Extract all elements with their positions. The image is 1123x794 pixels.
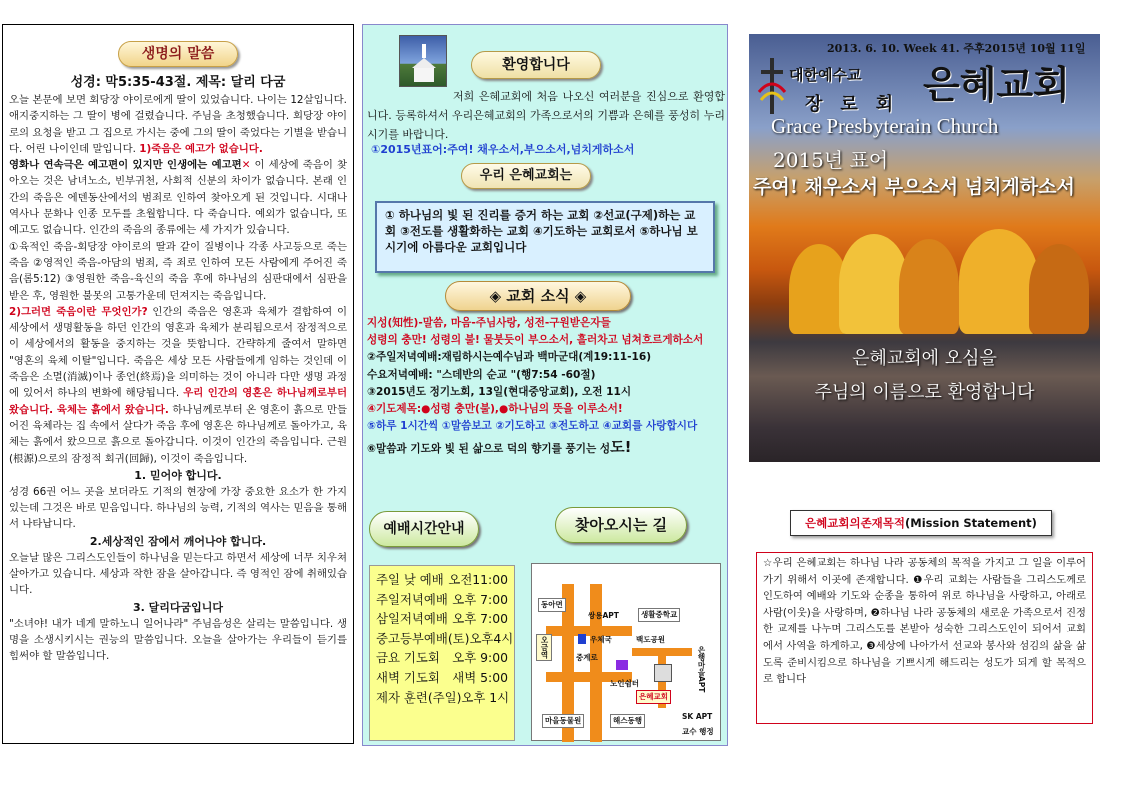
news-item: ⑥말씀과 기도와 빛 된 삶으로 덕의 향기를 풍기는 성도!	[367, 438, 632, 457]
news-item: ③2015년도 정기노회, 13일(현대중앙교회), 오전 11시	[367, 385, 632, 398]
map-marker	[616, 660, 628, 670]
map-label: SK APT	[682, 712, 713, 721]
sermon-sub1-heading: 1. 믿어야 합니다.	[134, 468, 222, 482]
sermon-body	[9, 92, 347, 665]
news-item: 지성(知性)-말씀, 마음-주님사랑, 성전-구원받은자들	[367, 317, 611, 329]
worship-schedule	[369, 565, 515, 741]
our-church-title: 우리 은혜교회는	[461, 163, 591, 189]
bulletin-date: 2013. 6. 10. Week 41. 주후2015년 10월 11일	[827, 42, 1086, 55]
map-label: 백도공원	[636, 635, 665, 644]
mission-statement: ☆우리 은혜교회는 하나님 나라 공동체의 목적을 가지고 그 일을 이루어가기 위해서 이곳에 존재합니다. ❶우리 교회는 사람들을 그리스도께로 인도하여 예배와 기도와 순종을 통하여 위로 하나님을 사랑하고, 아래로 사람(이웃)을 사랑하며, ❷하나님 나라 공동체의 새로운 가족으로서 진정한 교제를 나누며 그리스도를 본받아 성숙한 그리스도인이 되어서 교회에서 사역을 하게하고, ❸세상에 나아가서 선교와 봉사와 섬김의 삶을 삶도록 준비시킴으로 하나님을 기쁘시게 해드리는 성도가 되게 할 목적으로 합니다	[756, 552, 1093, 724]
cover-motto: 주여! 채우소서 부으소서 넘치게하소서	[753, 176, 1075, 198]
sermon-point2-tail: 하나님께로부터 온 영혼이 흙으로 만들어진 육체라는 집 속에서 살다가 죽음 후에 영혼은 하나님께로 돌아가고, 육체는 흙에서 왔으므로 흙으로 돌아갑니다. 이것이 인간의 죽음입니다. 근원(根源)으로의 잠정적 회귀(回歸), 이것이 죽음입니다.	[9, 403, 347, 465]
schedule-row: 주일 낮 예배 오전11:00	[376, 572, 508, 587]
news-list	[367, 315, 725, 459]
welcome-text-lead: 저희 은혜교회에	[453, 90, 532, 103]
church-name: 은혜교회	[923, 62, 1070, 107]
sermon-sub3-heading: 3. 달리다굼입니다	[132, 600, 224, 614]
sermon-column	[2, 24, 354, 744]
cover-year-motto-label: 2015년 표어	[773, 148, 889, 172]
sermon-point1-bold: 영화나 연속극은 예고편이 있지만 인생에는 예고편	[9, 159, 242, 172]
news-item: ⑤하루 1시간씩 ①말씀보고 ②기도하고 ③전도하고 ④교회를 사랑합시다	[367, 420, 698, 433]
church-map-icon	[654, 664, 672, 682]
map-label: 마을동물원	[542, 714, 584, 728]
map-marker	[578, 634, 586, 644]
map-label: 은혜교회	[636, 690, 671, 704]
sermon-intro: 오늘 본문에 보면 회당장 야이로에게 딸이 있었습니다. 나이는 12살입니다. 애지중지하는 그 딸이 병에 걸렸습니다. 주님을 초청했습니다. 회당장 야이로의 요청을 받고 그 집으로 가시는 중에 그의 딸이 죽었다는 기별을 받습니다. 어린 나이인데 말입니다.	[9, 94, 347, 155]
x-mark-icon: ✕	[241, 159, 251, 172]
map-label: 중계로	[576, 653, 598, 662]
map-label: 오금역	[536, 634, 552, 661]
map-label: 우체국	[590, 635, 612, 644]
directions-title: 찾아오시는 길	[555, 507, 687, 543]
map-label: 교수 행정	[682, 727, 714, 736]
sermon-sub3-text: "소녀야! 내가 네게 말하노니 일어나라" 주님음성은 살리는 말씀입니다. 생명을 소생시키시는 권능의 말씀입니다. 오늘을 살아가는 우리들이 듣기를 힘써야 할 말씀입니다.	[9, 617, 347, 663]
news-item: 성령의 충만! 성령의 불! 물붓듯이 부으소서, 흘러차고 넘쳐흐르게하소서	[367, 334, 704, 347]
map-label: 해스동행	[610, 714, 645, 728]
sermon-title: 생명의 말씀	[118, 41, 238, 67]
denomination-line1: 대한예수교	[789, 66, 862, 84]
map-label: 쌍용APT	[588, 611, 619, 620]
cover-image	[749, 34, 1100, 462]
schedule-row: 삼일저녁예배 오후 7:00	[376, 611, 508, 627]
schedule-row: 새벽 기도회 새벽 5:00	[376, 669, 508, 685]
denomination-line2: 장로회	[805, 94, 912, 115]
news-item: ④기도제목:●성령 충만(불),●하나님의 뜻을 이루소서!	[367, 403, 623, 416]
news-item: ②주일저녁예배:재림하시는예수님과 백마군대(계19:11-16)	[367, 351, 652, 364]
schedule-row: 제자 훈련(주일)오후 1시	[376, 689, 510, 705]
sermon-sub1-text: 성경 66권 어느 곳을 보더라도 기적의 현장에 가장 중요한 요소가 한 가지 있는데 그것은 바로 믿음입니다. 하나님의 능력, 기적의 역사는 믿음을 통해서 나타납니다.	[9, 485, 347, 531]
welcome-title: 환영합니다	[471, 51, 601, 79]
map-label: 생활중학교	[638, 608, 680, 622]
sermon-sub2-text: 오늘날 많은 그리스도인들이 하나님을 믿는다고 하면서 세상에 너무 치우쳐 살아가고 있습니다. 세상과 작한 잠을 살아갑니다. 즉 영적인 잠에 취해있습니다.	[9, 551, 347, 597]
vision-box: ① 하나님의 빛 된 진리를 증거 하는 교회 ②선교(구제)하는 교회 ③전도를 생활화하는 교회 ④기도하는 교회로서 ⑤하나님 보시기에 아름다운 교회입니다	[375, 201, 715, 273]
map-label: 은행마을APT	[697, 646, 706, 693]
schedule-row: 금요 기도회 오후 9:00	[376, 650, 508, 666]
sermon-point2-red: 우리 인간의 영혼은 하나님께로부터 왔습니다. 육체는 흙에서 왔습니다.	[9, 387, 347, 416]
map-label: 동아면	[538, 598, 566, 612]
sermon-point2-heading: 2)그러면 죽음이란 무엇인가?	[9, 305, 148, 318]
sermon-sub2-heading: 2.세상적인 잠에서 깨어나야 합니다.	[89, 534, 267, 548]
cover-welcome-line1: 은혜교회에 오심을	[852, 348, 997, 369]
map-label: 노인쉼터	[610, 679, 639, 688]
church-photo	[399, 35, 447, 87]
church-name-english: Grace Presbyterain Church	[771, 114, 999, 138]
sermon-point1-text: 이 세상에 죽음이 찾아오는 것은 남녀노소, 빈부귀천, 사회적 신분의 차이가 없습니다. 본래 인간의 죽음은 에덴동산에서의 범죄로 인하여 찾아오게 된 것입니다. 시대나 역사나 문화나 인종 모두를 초월합니다. 다 죽습니다. 예외가 없습니다, 또 예고도 없습니다. 인간의 죽음의 종류에는 세 가지가 있습니다.	[9, 159, 347, 237]
sermon-reference: 성경: 막5:35-43절. 제목: 달리 다굼	[70, 75, 286, 90]
sermon-point1-heading: 1)죽음은 예고가 없습니다.	[139, 142, 263, 155]
sermon-death-types: ①육적인 죽음-회당장 야이로의 딸과 같이 질병이나 각종 사고등으로 죽는 죽음 ②영적인 죽음-아담의 범죄, 즉 죄로 인하여 모든 사람에게 주어진 죽음(롬5:12) ③영원한 죽음-육신의 죽음 후에 하나님의 심판대에서 심판을 받은 후, 영원한 불못의 고통가운데 던져지는 죽음입니다.	[9, 240, 347, 302]
sermon-point2-text: 인간의 죽음은 영혼과 육체가 결합하여 이 세상에서 생명활동을 하던 인간의 영혼과 육체가 분리됨으로서 잠정적으로 이 세상에서의 활동을 중지하는 것을 뜻합니다. 간략하게 줄여서 말하면 "영혼의 육체 이탈"입니다. 죽음은 세상 모든 사람들에게 임하는 것인데 이 죽음은 소멸(消滅)이나 종언(終焉)을 의미하는 것이 아니라 다만 생명 과정에 있어서 하나의 변화에 해당됩니다.	[9, 305, 347, 400]
news-item: 수요저녁예배: "스데반의 순교 "(행7:54 -60절)	[367, 368, 596, 381]
schedule-row: 주일저녁예배 오후 7:00	[376, 591, 508, 607]
mission-title: 은혜교회의존재목적(Mission Statement)	[790, 510, 1052, 536]
directions-map	[531, 563, 721, 741]
cover-welcome-line2: 주님의 이름으로 환영합니다	[814, 382, 1035, 403]
news-column	[362, 24, 728, 746]
worship-title: 예배시간안내	[369, 511, 479, 547]
schedule-row: 중고등부예배 (토)오후4시	[376, 630, 514, 646]
cross-logo-icon	[757, 56, 787, 116]
news-title: ◈ 교회 소식 ◈	[445, 281, 631, 311]
welcome-motto: ①2015년표어:주여! 채우소서,부으소서,넘치게하소서	[371, 143, 635, 156]
welcome-text: 저희 은혜교회에 처음 나오신 여러분을 진심으로 환영합니다. 등록하셔서 우리은혜교회의 가족으로서의 기쁨과 은혜를 풍성히 누리시기를 바랍니다.	[367, 90, 725, 141]
